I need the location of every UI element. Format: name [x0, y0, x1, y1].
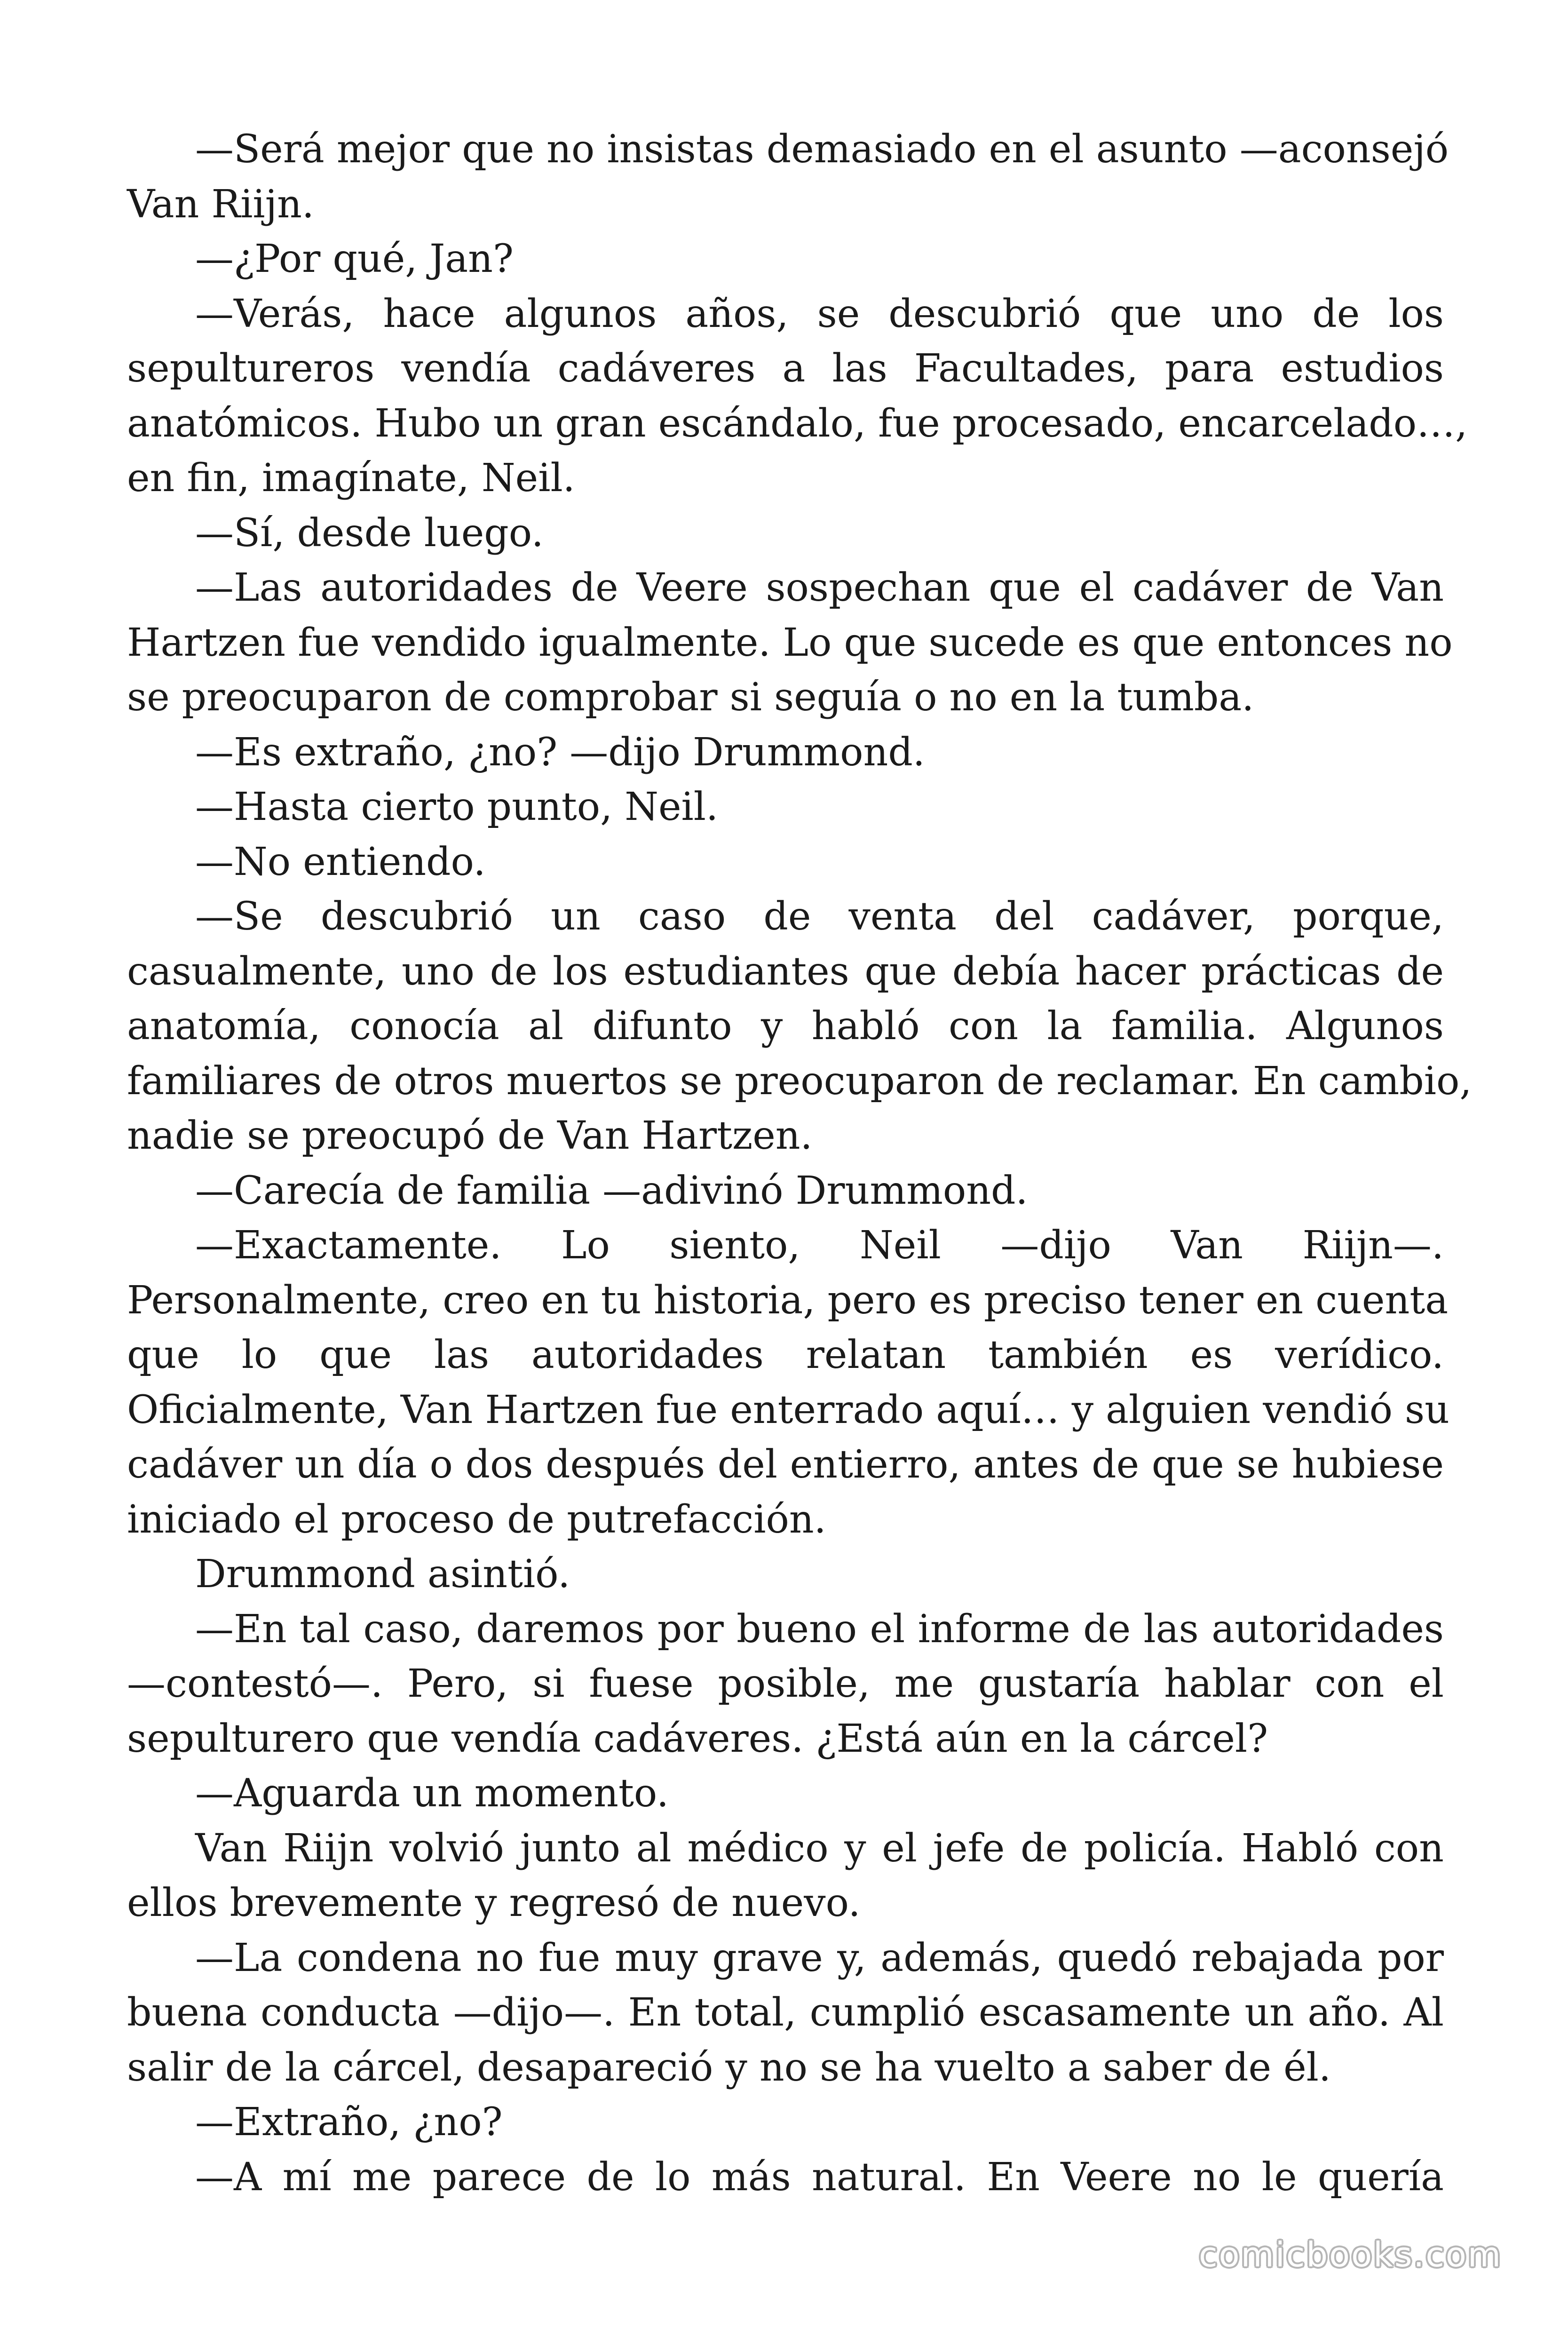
text-line: que lo que las autoridades relatan también es verídico. — [127, 1333, 1444, 1377]
text-line: sepultureros vendía cadáveres a las Facultades, para estudios — [127, 346, 1444, 391]
text-line: se preocuparon de comprobar si seguía o no en la tumba. — [127, 675, 1254, 720]
text-line: anatómicos. Hubo un gran escándalo, fue procesado, encarcelado…, — [127, 401, 1468, 446]
text-line: —Es extraño, ¿no? —dijo Drummond. — [195, 730, 925, 775]
text-line: Hartzen fue vendido igualmente. Lo que sucede es que entonces no — [127, 620, 1453, 665]
text-line: iniciado el proceso de putrefacción. — [127, 1497, 826, 1542]
text-line: Oficialmente, Van Hartzen fue enterrado aquí… y alguien vendió su — [127, 1387, 1449, 1432]
text-line: —Verás, hace algunos años, se descubrió que uno de los — [195, 291, 1444, 336]
text-line: nadie se preocupó de Van Hartzen. — [127, 1113, 813, 1158]
text-line: sepulturero que vendía cadáveres. ¿Está aún en la cárcel? — [127, 1716, 1268, 1761]
text-line: —A mí me parece de lo más natural. En Veere no le quería — [195, 2154, 1444, 2200]
text-line: —contestó—. Pero, si fuese posible, me gustaría hablar con el — [127, 1661, 1444, 1706]
text-line: ellos brevemente y regresó de nuevo. — [127, 1881, 861, 1925]
text-line: familiares de otros muertos se preocuparon de reclamar. En cambio, — [127, 1058, 1472, 1104]
text-line: anatomía, conocía al difunto y habló con la familia. Algunos — [127, 1004, 1444, 1049]
text-line: —Será mejor que no insistas demasiado en el asunto —aconsejó — [195, 127, 1449, 172]
text-line: —La condena no fue muy grave y, además, quedó rebajada por — [195, 1935, 1444, 1980]
text-line: cadáver un día o dos después del entierro, antes de que se hubiese — [127, 1442, 1444, 1487]
text-line: Drummond asintió. — [195, 1552, 570, 1597]
text-line: Personalmente, creo en tu historia, pero es preciso tener en cuenta — [127, 1278, 1449, 1323]
watermark: comicbooks.com — [1198, 2235, 1502, 2274]
text-line: —Hasta cierto punto, Neil. — [195, 785, 719, 829]
text-line: —Aguarda un momento. — [195, 1771, 669, 1816]
text-line: —En tal caso, daremos por bueno el informe de las autoridades — [195, 1606, 1444, 1652]
text-line: Van Riijn. — [127, 182, 314, 227]
text-line: —No entiendo. — [195, 839, 486, 884]
text-line: buena conducta —dijo—. En total, cumplió escasamente un año. Al — [127, 1990, 1444, 2035]
text-line: salir de la cárcel, desapareció y no se ha vuelto a saber de él. — [127, 2045, 1331, 2090]
text-line: —¿Por qué, Jan? — [195, 237, 514, 281]
page-text — [127, 122, 1472, 2205]
text-line: —Carecía de familia —adivinó Drummond. — [195, 1168, 1028, 1213]
text-line: Van Riijn volvió junto al médico y el jefe de policía. Habló con — [195, 1826, 1444, 1871]
text-line: —Las autoridades de Veere sospechan que el cadáver de Van — [195, 565, 1444, 610]
text-line: —Extraño, ¿no? — [195, 2100, 503, 2145]
text-line: casualmente, uno de los estudiantes que debía hacer prácticas de — [127, 949, 1444, 994]
text-line: en fin, imagínate, Neil. — [127, 456, 575, 501]
text-line: —Exactamente. Lo siento, Neil —dijo Van Riijn—. — [195, 1223, 1444, 1268]
text-line: —Se descubrió un caso de venta del cadáver, porque, — [195, 894, 1444, 939]
text-line: —Sí, desde luego. — [195, 510, 544, 556]
